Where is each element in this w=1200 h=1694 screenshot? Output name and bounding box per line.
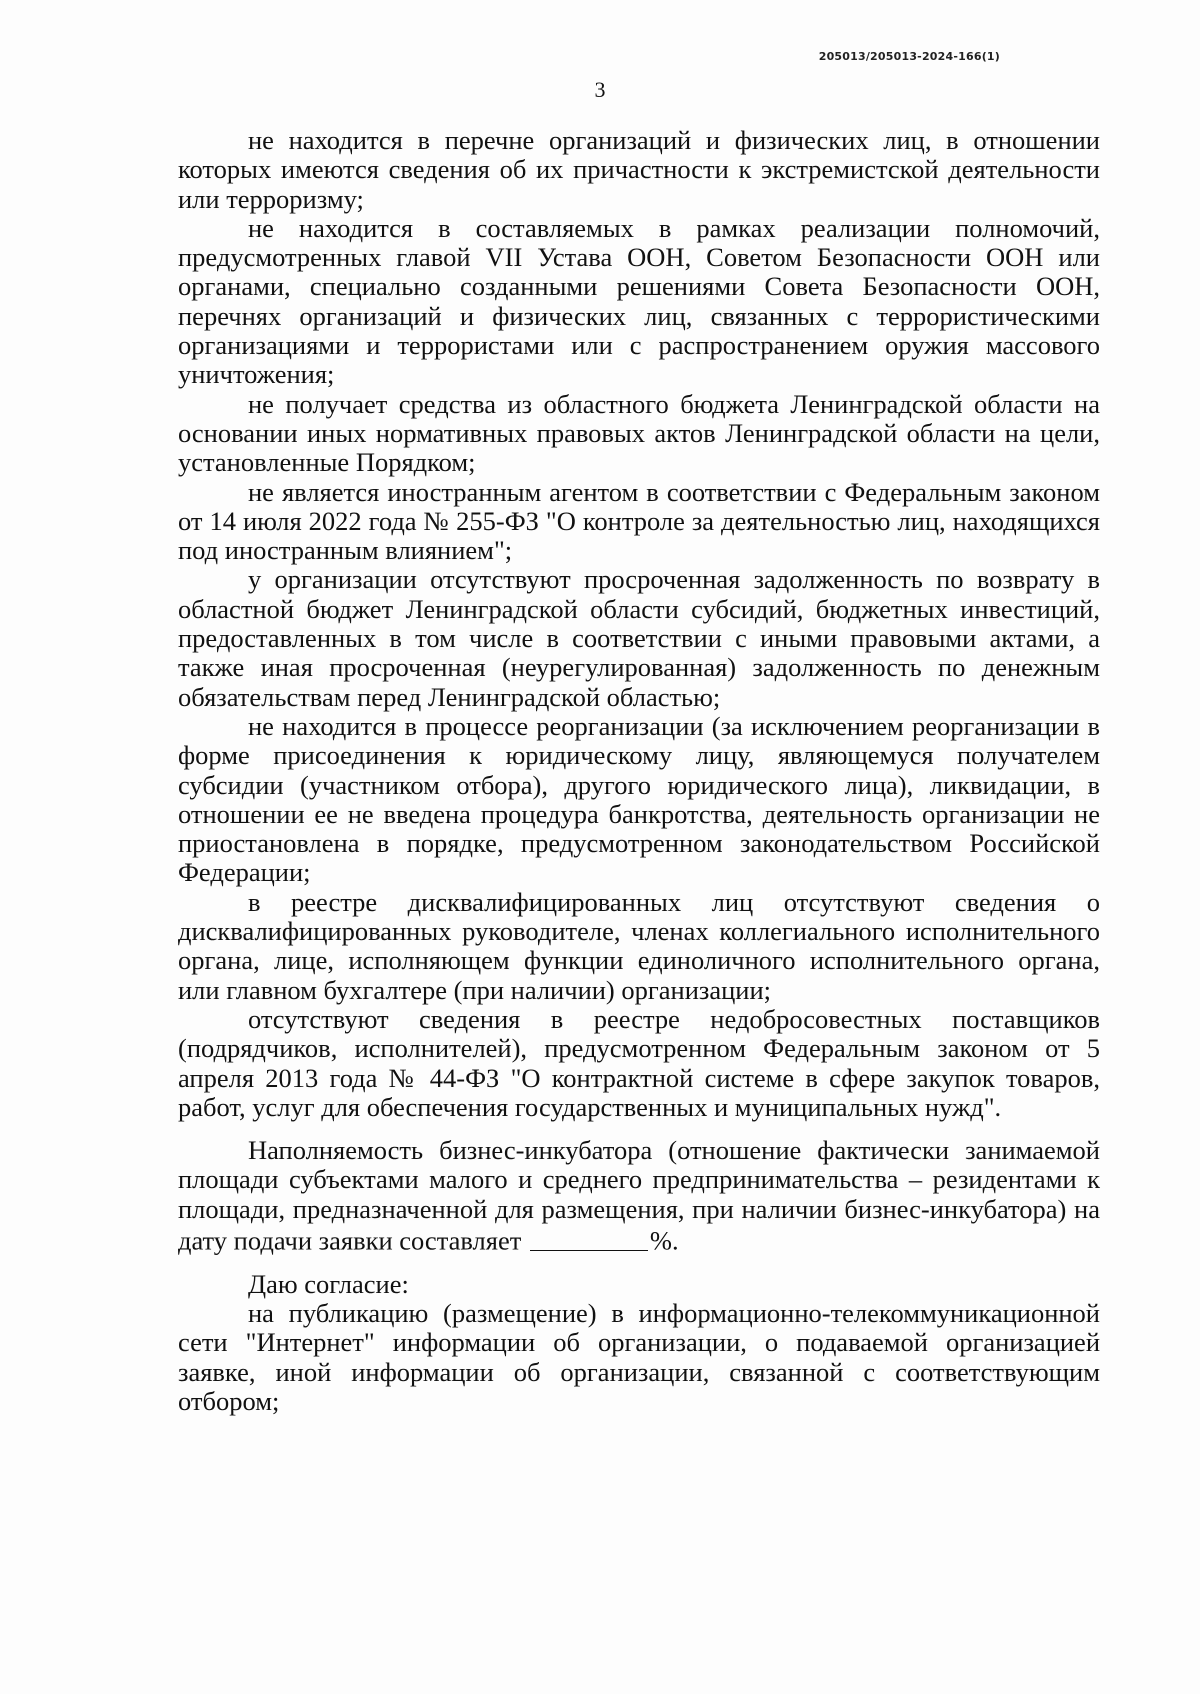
paragraph-consent-publication: на публикацию (размещение) в информационно-телекоммуникационной сети "Интернет" информации об организации, о подаваемой организацией заявке, иной информации об организации, связанной с соответствующим отбором;	[178, 1298, 1100, 1416]
paragraph-incubator-occupancy	[178, 1136, 1100, 1256]
consent-heading: Даю согласие:	[248, 1268, 409, 1299]
page-number: 3	[594, 77, 606, 102]
occupancy-blank-field[interactable]	[530, 1224, 648, 1252]
paragraph-not-in-extremist-list: не находится в перечне организаций и физических лиц, в отношении которых имеются сведения об их причастности к экстремистской деятельности или терроризму;	[178, 125, 1100, 214]
paragraph-no-unfair-suppliers: отсутствуют сведения в реестре недобросовестных поставщиков (подрядчиков, исполнителей), предусмотренном Федеральным законом от 5 апреля 2013 года № 44-ФЗ "О контрактной системе в сфере закупок товаров, работ, услуг для обеспечения государственных и муниципальных нужд".	[178, 1003, 1100, 1122]
occupancy-text: Наполняемость бизнес-инкубатора (отношение фактически занимаемой площади субъектами малого и среднего предпринимательства – резидентами к площади, предназначенной для размещения, при наличии бизнес-инкубатора) на дату подачи заявки составляет	[178, 1135, 1100, 1256]
paragraph-no-overdue-debt: у организации отсутствуют просроченная задолженность по возврату в областной бюджет Ленинградской области субсидий, бюджетных инвестиций, предоставленных в том числе в соответствии с иными правовыми актами, а также иная просроченная (неурегулированная) задолженность по денежным обязательствам перед Ленинградской областью;	[178, 564, 1100, 712]
paragraph-no-reorganization: не находится в процессе реорганизации (за исключением реорганизации в форме присоединения к юридическому лицу, являющемуся получателем субсидии (участником отбора), другого юридического лица), ликвидации, в отношении ее не введена процедура банкротства, деятельность организации не приостановлена в порядке, предусмотренном законодательством Российской Федерации;	[178, 710, 1100, 888]
occupancy-percent: %.	[649, 1225, 679, 1256]
paragraph-not-foreign-agent: не является иностранным агентом в соответствии с Федеральным законом от 14 июля 2022 года № 255-ФЗ "О контроле за деятельностью лиц, находящихся под иностранным влиянием";	[178, 476, 1100, 566]
document-id: 205013/205013-2024-166(1)	[818, 50, 1000, 63]
paragraph-not-in-un-lists: не находится в составляемых в рамках реализации полномочий, предусмотренных главой VII Устава ООН, Советом Безопасности ООН или органами, специально созданными решениями Совета Безопасности ООН, перечнях организаций и физических лиц, связанных с террористическими организациями и террористами или с распространением оружия массового уничтожения;	[178, 212, 1100, 390]
paragraph-no-disqualified-persons: в реестре дисквалифицированных лиц отсутствуют сведения о дисквалифицированных руководителе, членах коллегиального исполнительного органа, лице, исполняющем функции единоличного исполнительного органа, или главном бухгалтере (при наличии) организации;	[178, 886, 1100, 1005]
document-body	[178, 126, 1100, 1416]
paragraph-no-regional-budget-funds: не получает средства из областного бюджета Ленинградской области на основании иных нормативных правовых актов Ленинградской области на цели, установленные Порядком;	[178, 388, 1100, 478]
